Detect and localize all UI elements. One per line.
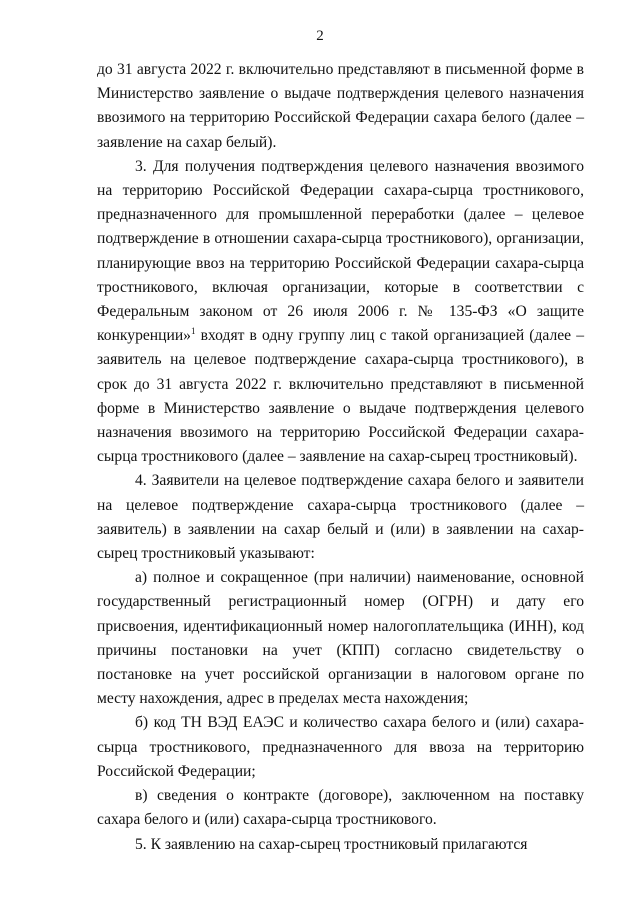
paragraph-continuation: до 31 августа 2022 г. включительно представляют в письменной форме в Министерство заявление о выдаче подтверждения целевого назначения ввозимого на территорию Российской Федерации сахара белого (далее – заявление на сахар белый). (97, 61, 584, 151)
paragraph-3-part-1: 3. Для получения подтверждения целевого назначения ввозимого на территорию Российской Федерации сахара-сырца тростникового, предназначенного для промышленной переработки (далее – целевое подтверждение в отношении сахара-сырца тростникового), организации, планирующие ввоз на территорию Российской Федерации сахара-сырца тростникового, включая организации, которые в соответствии с Федеральным законом от 26 июля 2006 г. № 135-ФЗ «О защите конкуренции» (97, 157, 584, 345)
page-number: 2 (316, 28, 324, 44)
paragraph-4a: а) полное и сокращенное (при наличии) наименование, основной государственный регистрационный номер (ОГРН) и дату его присвоения, идентификационный номер налогоплательщика (ИНН), код причины постановки на учет (КПП) согласно свидетельству о постановке на учет российской организации в налоговом органе по месту нахождения, адрес в пределах места нахождения; (97, 569, 584, 708)
footnote-marker: 1 (190, 326, 196, 337)
paragraph-4c: в) сведения о контракте (договоре), заключенном на поставку сахара белого и (или) сахара-сырца тростникового. (97, 787, 584, 829)
paragraph-3-part-2: входят в одну группу лиц с такой организацией (далее – заявитель на целевое подтверждение сахара-сырца тростникового), в срок до 31 августа 2022 г. включительно представляют в письменной форме в Министерство заявление о выдаче подтверждения целевого назначения ввозимого на территорию Российской Федерации сахара-сырца тростникового (далее – заявление на сахар-сырец тростниковый). (97, 327, 584, 466)
document-body (97, 58, 584, 857)
paragraph-5: 5. К заявлению на сахар-сырец тростниковый прилагаются (135, 835, 528, 853)
paragraph-4b: б) код ТН ВЭД ЕАЭС и количество сахара белого и (или) сахара-сырца тростникового, предназначенного для ввоза на территорию Российской Федерации; (97, 714, 584, 780)
paragraph-3 (97, 155, 584, 470)
paragraph-4: 4. Заявители на целевое подтверждение сахара белого и заявители на целевое подтверждение сахара-сырца тростникового (далее – заявитель) в заявлении на сахар белый и (или) в заявлении на сахар-сырец тростниковый указывают: (97, 472, 584, 563)
